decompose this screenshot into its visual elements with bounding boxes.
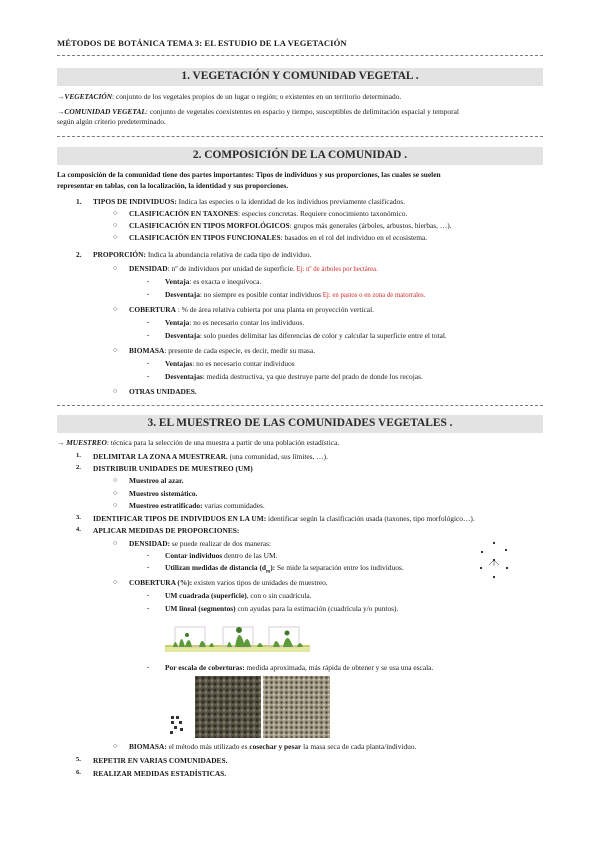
text: se puede realizar de dos maneras:	[170, 539, 272, 548]
subscript: m	[266, 569, 271, 575]
step-4: APLICAR MEDIDAS DE PROPORCIONES:	[93, 526, 240, 535]
bullet-icon: ○	[113, 489, 118, 497]
term: Ventaja	[165, 318, 190, 327]
text: dentro de las UM.	[222, 551, 278, 560]
linear-sampling-illustration	[165, 617, 310, 655]
step-1	[93, 452, 328, 461]
bullet-icon: ○	[113, 501, 118, 509]
step-2: DISTRIBUIR UNIDADES DE MUESTREO (UM)	[93, 464, 253, 473]
definition-vegetacion	[57, 92, 401, 101]
bullet-icon: ○	[113, 387, 118, 395]
text: existen varios tipos de unidades de muestreo.	[192, 578, 328, 587]
sub-sub-item	[165, 663, 433, 672]
sub-sub-item	[165, 318, 304, 327]
list-number: 5.	[76, 756, 81, 763]
sub-item-otras: OTRAS UNIDADES.	[129, 387, 197, 396]
sub-item	[129, 501, 265, 510]
term: UM lineal (segmentos)	[165, 604, 236, 613]
term: COBERTURA	[129, 305, 176, 314]
term: CLASIFICACIÓN EN TIPOS MORFOLÓGICOS	[129, 221, 290, 230]
term: Utilizan medidas de distancia (d	[165, 563, 267, 572]
text: : no es necesario contar los individuos.	[189, 318, 305, 327]
text: : técnica para la selección de una muestra a partir de una población estadística.	[106, 438, 340, 447]
term: Desventajas	[165, 372, 203, 381]
sub-sub-item	[165, 591, 312, 600]
bullet-icon: ○	[113, 209, 118, 217]
term: BIOMASA	[129, 346, 165, 355]
term: Muestreo estratificado:	[129, 501, 203, 510]
bullet-icon: ○	[113, 221, 118, 229]
term: Ventaja	[165, 277, 190, 286]
text: : conjunto de los vegetales propios de un lugar o región; o existentes en un territorio determinado.	[112, 92, 402, 101]
term: Por escala de coberturas:	[165, 663, 245, 672]
text: identificar según la clasificación usada (taxones, tipo morfológico…).	[266, 514, 475, 523]
dash-icon: -	[147, 663, 150, 671]
list-number: 2.	[76, 250, 82, 259]
distance-diagram-icon	[479, 540, 509, 580]
dash-icon: -	[147, 290, 150, 298]
term: UM cuadrada (superficie)	[165, 591, 247, 600]
text: : solo puedes delimitar las diferencias de color y calcular la superficie entre el total.	[199, 331, 447, 340]
dash-icon: -	[147, 359, 150, 367]
sub-sub-item	[165, 331, 447, 340]
list-item-tipos	[93, 197, 405, 206]
text: : conjunto de vegetales coexistentes en espacio y tiempo, susceptibles de delimitación espacial y temporal	[145, 107, 459, 116]
text: el método más utilizado es	[166, 742, 250, 751]
term: BIOMASA:	[129, 742, 167, 751]
text: : es exacta e inequívoca.	[189, 277, 262, 286]
dash-icon: -	[147, 372, 150, 380]
text: : especies concretas. Requiere conocimiento taxonómico.	[237, 209, 408, 218]
text: : no es necesario contar individuos	[192, 359, 295, 368]
sub-item-densidad	[129, 264, 378, 273]
example: Ej: nº de árboles por hectárea.	[294, 266, 378, 273]
step-5: REPETIR EN VARIAS COMUNIDADES.	[93, 756, 228, 765]
text: (una comunidad, sus límites, …).	[227, 452, 328, 461]
sub-item: Muestreo al azar.	[129, 476, 184, 485]
term: PROPORCIÓN:	[93, 250, 146, 259]
dashed-rule	[57, 136, 543, 137]
list-number: 1.	[76, 197, 82, 206]
sub-sub-item	[165, 563, 404, 574]
term: IDENTIFICAR TIPOS DE INDIVIDUOS EN LA UM:	[93, 514, 267, 523]
term: ):	[270, 563, 276, 572]
term: Ventajas	[165, 359, 193, 368]
term: →COMUNIDAD VEGETAL	[57, 107, 146, 116]
term: Desventaja	[165, 331, 200, 340]
sub-sub-item	[165, 277, 261, 286]
text: : no siempre es posible contar individuos	[199, 290, 322, 299]
text: Indica la abundancia relativa de cada tipo de individuo.	[145, 250, 312, 259]
sub-item-densidad	[129, 539, 271, 548]
text: medida aproximada, más rápida de obtener y se usa una escala.	[244, 663, 434, 672]
sub-item-cobertura	[129, 305, 374, 314]
sub-item: Muestreo sistemático.	[129, 489, 198, 498]
text: : nº de individuos por unidad de superficie.	[167, 264, 295, 273]
text: con ayudas para la estimación (cuadrícula y/o puntos).	[235, 604, 399, 613]
sub-sub-item	[165, 290, 425, 299]
sub-item	[129, 233, 427, 242]
bullet-icon: ○	[113, 346, 118, 354]
text: la masa seca de cada planta/individuo.	[301, 742, 417, 751]
intro-line-1: La composición de la comunidad tiene dos partes importantes: Tipos de individuos y sus proporciones, las cuales se suelen	[57, 170, 441, 179]
sub-sub-item	[165, 372, 423, 381]
step-6: REALIZAR MEDIDAS ESTADÍSTICAS.	[93, 769, 227, 778]
example: Ej: en pastos o en zona de matorrales.	[321, 292, 426, 299]
dash-icon: -	[147, 331, 150, 339]
section-1-title: 1. VEGETACIÓN Y COMUNIDAD VEGETAL .	[181, 70, 419, 82]
bullet-icon: ○	[113, 233, 118, 241]
list-number: 2.	[76, 464, 81, 471]
text: varias comunidades.	[202, 501, 265, 510]
text: : basados en el rol del individuo en el ecosistema.	[280, 233, 428, 242]
term: CLASIFICACIÓN EN TAXONES	[129, 209, 238, 218]
bullet-icon: ○	[113, 539, 118, 547]
section-3-title: 3. EL MUESTREO DE LAS COMUNIDADES VEGETALES .	[147, 417, 453, 429]
dash-icon: -	[147, 604, 150, 612]
list-number: 4.	[76, 526, 81, 533]
term: COBERTURA (%):	[129, 578, 193, 587]
cover-scale-photos	[165, 676, 330, 738]
sub-item-biomasa	[129, 346, 315, 355]
sub-item-cobertura	[129, 578, 328, 587]
bullet-icon: ○	[113, 305, 118, 313]
bullet-icon: ○	[113, 264, 118, 272]
definition-comunidad	[57, 107, 459, 116]
term: → MUESTREO	[57, 438, 107, 447]
term: DELIMITAR LA ZONA A MUESTREAR.	[93, 452, 228, 461]
sub-sub-item	[165, 359, 295, 368]
step-3	[93, 514, 475, 523]
text: : grupos más generales (árboles, arbustos, hierbas, …).	[289, 221, 452, 230]
definition-comunidad-cont: según algún criterio predeterminado.	[57, 117, 166, 126]
bullet-icon: ○	[113, 476, 118, 484]
text: : % de área relativa cubierta por una planta en proyección vertical.	[175, 305, 374, 314]
sub-sub-item	[165, 551, 277, 560]
dash-icon: -	[147, 591, 150, 599]
section-2-title: 2. COMPOSICIÓN DE LA COMUNIDAD .	[192, 149, 408, 161]
term: TIPOS DE INDIVIDUOS:	[93, 197, 177, 206]
list-number: 1.	[76, 452, 81, 459]
dash-icon: -	[147, 318, 150, 326]
term: Contar individuos	[165, 551, 223, 560]
dashed-rule	[57, 405, 543, 406]
intro-line-2: representar en tablas, con la localización, la identidad y sus proporciones.	[57, 181, 289, 190]
list-number: 3.	[76, 514, 81, 521]
term: Desventaja	[165, 290, 200, 299]
term: DENSIDAD	[129, 264, 168, 273]
dash-icon: -	[147, 277, 150, 285]
dash-icon: -	[147, 551, 150, 559]
document-header: MÉTODOS DE BOTÁNICA TEMA 3: EL ESTUDIO DE LA VEGETACIÓN	[57, 38, 347, 48]
term: DENSIDAD:	[129, 539, 171, 548]
bullet-icon: ○	[113, 578, 118, 586]
term: →VEGETACIÓN	[57, 92, 113, 101]
definition-muestreo	[57, 438, 339, 447]
dashed-rule	[57, 55, 543, 56]
dash-icon: -	[147, 563, 150, 571]
list-item-proporcion	[93, 250, 311, 259]
text: Indica las especies o la identidad de los individuos previamente clasificados.	[176, 197, 405, 206]
bullet-icon: ○	[113, 742, 118, 750]
sub-item-biomasa	[129, 742, 416, 751]
text: , con o sin cuadrícula.	[246, 591, 312, 600]
text: : presente de cada especie, es decir, medir su masa.	[164, 346, 316, 355]
text: Se mide la separación entre los individuos.	[275, 563, 404, 572]
list-number: 6.	[76, 769, 81, 776]
term: cosechar y pesar	[249, 742, 302, 751]
term: CLASIFICACIÓN EN TIPOS FUNCIONALES	[129, 233, 281, 242]
sub-item	[129, 209, 407, 218]
sub-item	[129, 221, 452, 230]
sub-sub-item	[165, 604, 398, 613]
text: : medida destructiva, ya que destruye parte del prado de donde los recojas.	[202, 372, 423, 381]
